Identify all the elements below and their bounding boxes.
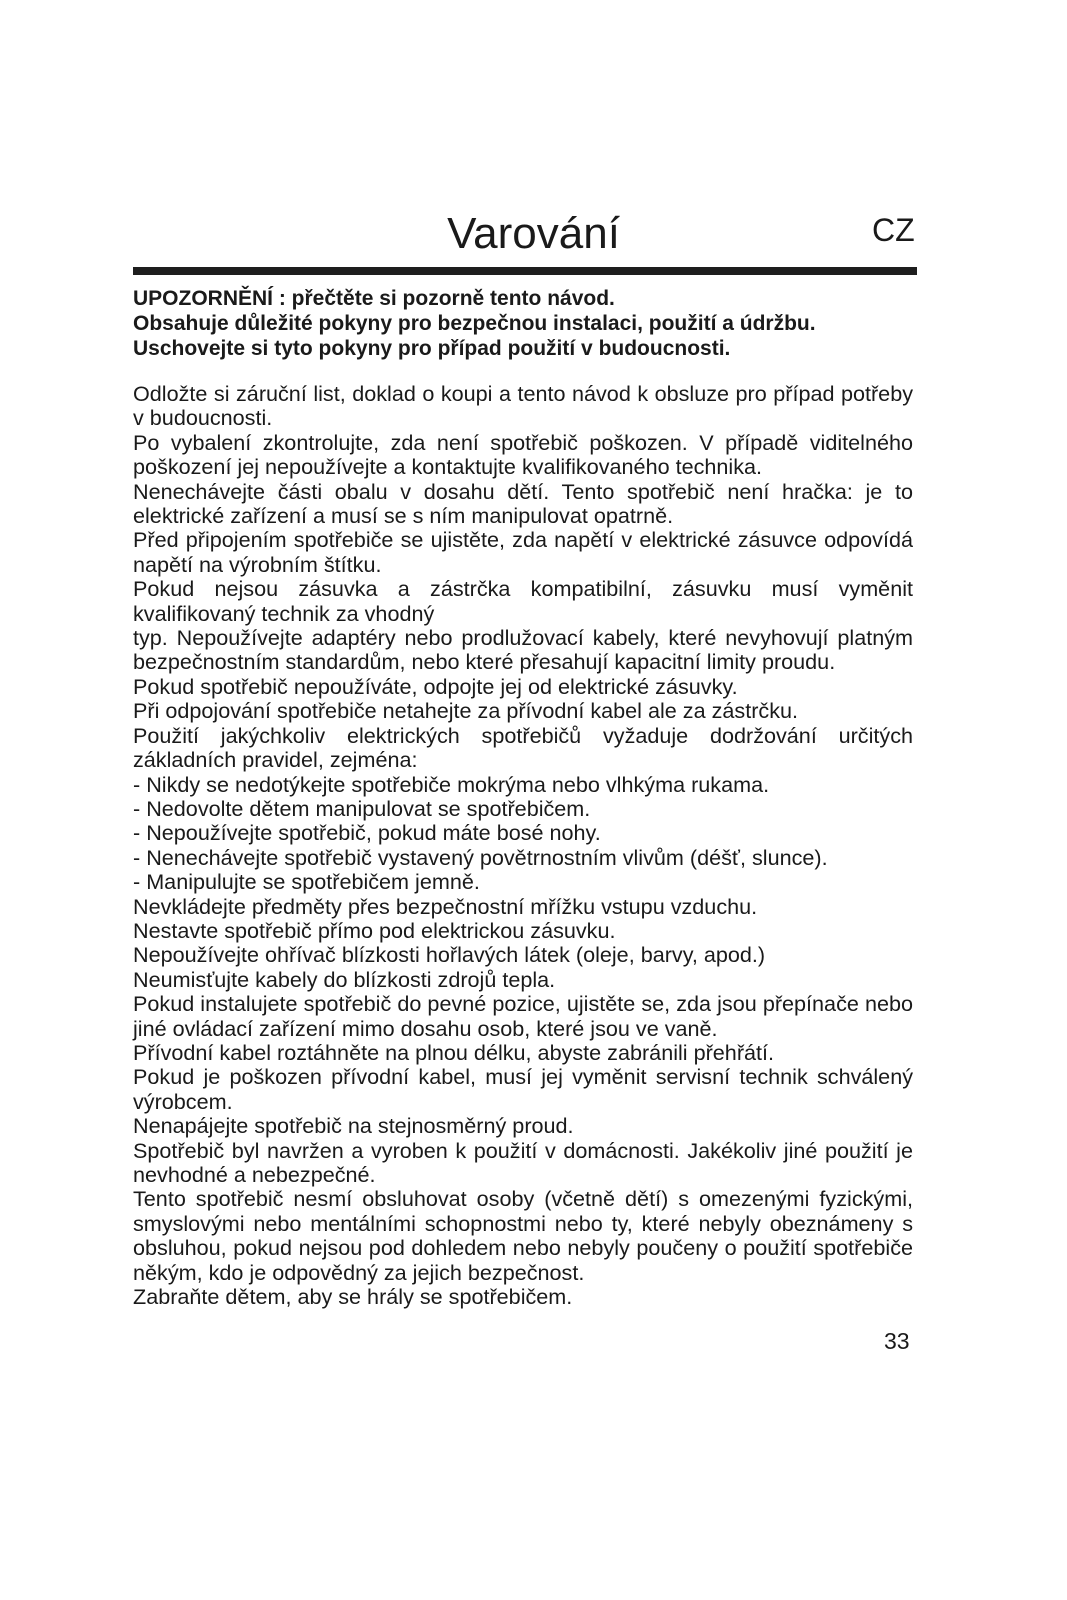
paragraph: Použití jakýchkoliv elektrických spotřebičů vyžaduje dodržování určitých základních pravidel, zejména:	[133, 722, 913, 773]
language-code: CZ	[872, 212, 915, 248]
page-number: 33	[884, 1328, 910, 1354]
list-item: - Nenechávejte spotřebič vystavený povětrnostním vlivům (déšť, slunce).	[133, 844, 828, 870]
paragraph: Zabraňte dětem, aby se hrály se spotřebičem.	[133, 1284, 573, 1310]
paragraph: Přívodní kabel roztáhněte na plnou délku, abyste zabránili přehřátí.	[133, 1039, 775, 1065]
paragraph: Pokud nejsou zásuvka a zástrčka kompatibilní, zásuvku musí vyměnit kvalifikovaný technik za vhodný	[133, 576, 913, 626]
page-title: Varování	[447, 209, 620, 258]
paragraph: Spotřebič byl navržen a vyroben k použití v domácnosti. Jakékoliv jiné použití je nevhodné a nebezpečné.	[133, 1137, 913, 1187]
paragraph: Při odpojování spotřebiče netahejte za přívodní kabel ale za zástrčku.	[133, 698, 798, 724]
warning-block	[133, 286, 923, 361]
paragraph: Odložte si záruční list, doklad o koupi a tento návod k obsluze pro případ potřeby v budoucnosti.	[133, 381, 913, 431]
paragraph: Nenechávejte části obalu v dosahu dětí. Tento spotřebič není hračka: je to elektrické zařízení a musí se s ním manipulovat opatrně.	[133, 478, 913, 529]
paragraph: Neumisťujte kabely do blízkosti zdrojů tepla.	[133, 966, 556, 992]
paragraph: Pokud instalujete spotřebič do pevné pozice, ujistěte se, zda jsou přepínače nebo jiné ovládací zařízení mimo dosahu osob, které jsou ve vaně.	[133, 991, 913, 1041]
paragraph: Po vybalení zkontrolujte, zda není spotřebič poškozen. V případě viditelného poškození jej nepoužívejte a kontaktujte kvalifikovaného technika.	[133, 429, 913, 480]
list-item: - Manipulujte se spotřebičem jemně.	[133, 869, 480, 895]
body-text	[133, 382, 913, 1309]
warning-line: Uschovejte si tyto pokyny pro případ použití v budoucnosti.	[133, 337, 731, 360]
list-item: - Nedovolte dětem manipulovat se spotřebičem.	[133, 795, 591, 821]
title-divider	[133, 267, 917, 275]
list-item: - Nepoužívejte spotřebič, pokud máte bosé nohy.	[133, 820, 601, 846]
warning-line: UPOZORNĚNÍ : přečtěte si pozorně tento návod.	[133, 287, 615, 310]
paragraph: Nepoužívejte ohřívač blízkosti hořlavých látek (oleje, barvy, apod.)	[133, 942, 766, 968]
paragraph: typ. Nepoužívejte adaptéry nebo prodlužovací kabely, které nevyhovují platným bezpečnostním standardům, nebo které přesahují kapacitní limity proudu.	[133, 625, 913, 675]
paragraph: Tento spotřebič nesmí obsluhovat osoby (včetně dětí) s omezenými fyzickými, smyslovými nebo mentálními schopnostmi nebo ty, které nebyly obeznámeny s obsluhou, pokud nejsou pod dohledem nebo nebyly poučeny o použití spotřebiče někým, kdo je odpovědný za jejich bezpečnost.	[133, 1186, 913, 1285]
list-item: - Nikdy se nedotýkejte spotřebiče mokrýma nebo vlhkýma rukama.	[133, 771, 770, 797]
paragraph: Nevkládejte předměty přes bezpečnostní mřížku vstupu vzduchu.	[133, 893, 758, 919]
paragraph: Pokud spotřebič nepoužíváte, odpojte jej od elektrické zásuvky.	[133, 673, 738, 699]
paragraph: Nenapájejte spotřebič na stejnosměrný proud.	[133, 1113, 574, 1139]
warning-line: Obsahuje důležité pokyny pro bezpečnou instalaci, použití a údržbu.	[133, 312, 816, 335]
paragraph: Pokud je poškozen přívodní kabel, musí jej vyměnit servisní technik schválený výrobcem.	[133, 1064, 913, 1114]
paragraph: Nestavte spotřebič přímo pod elektrickou zásuvku.	[133, 917, 616, 943]
paragraph: Před připojením spotřebiče se ujistěte, zda napětí v elektrické zásuvce odpovídá napětí na výrobním štítku.	[133, 527, 913, 577]
